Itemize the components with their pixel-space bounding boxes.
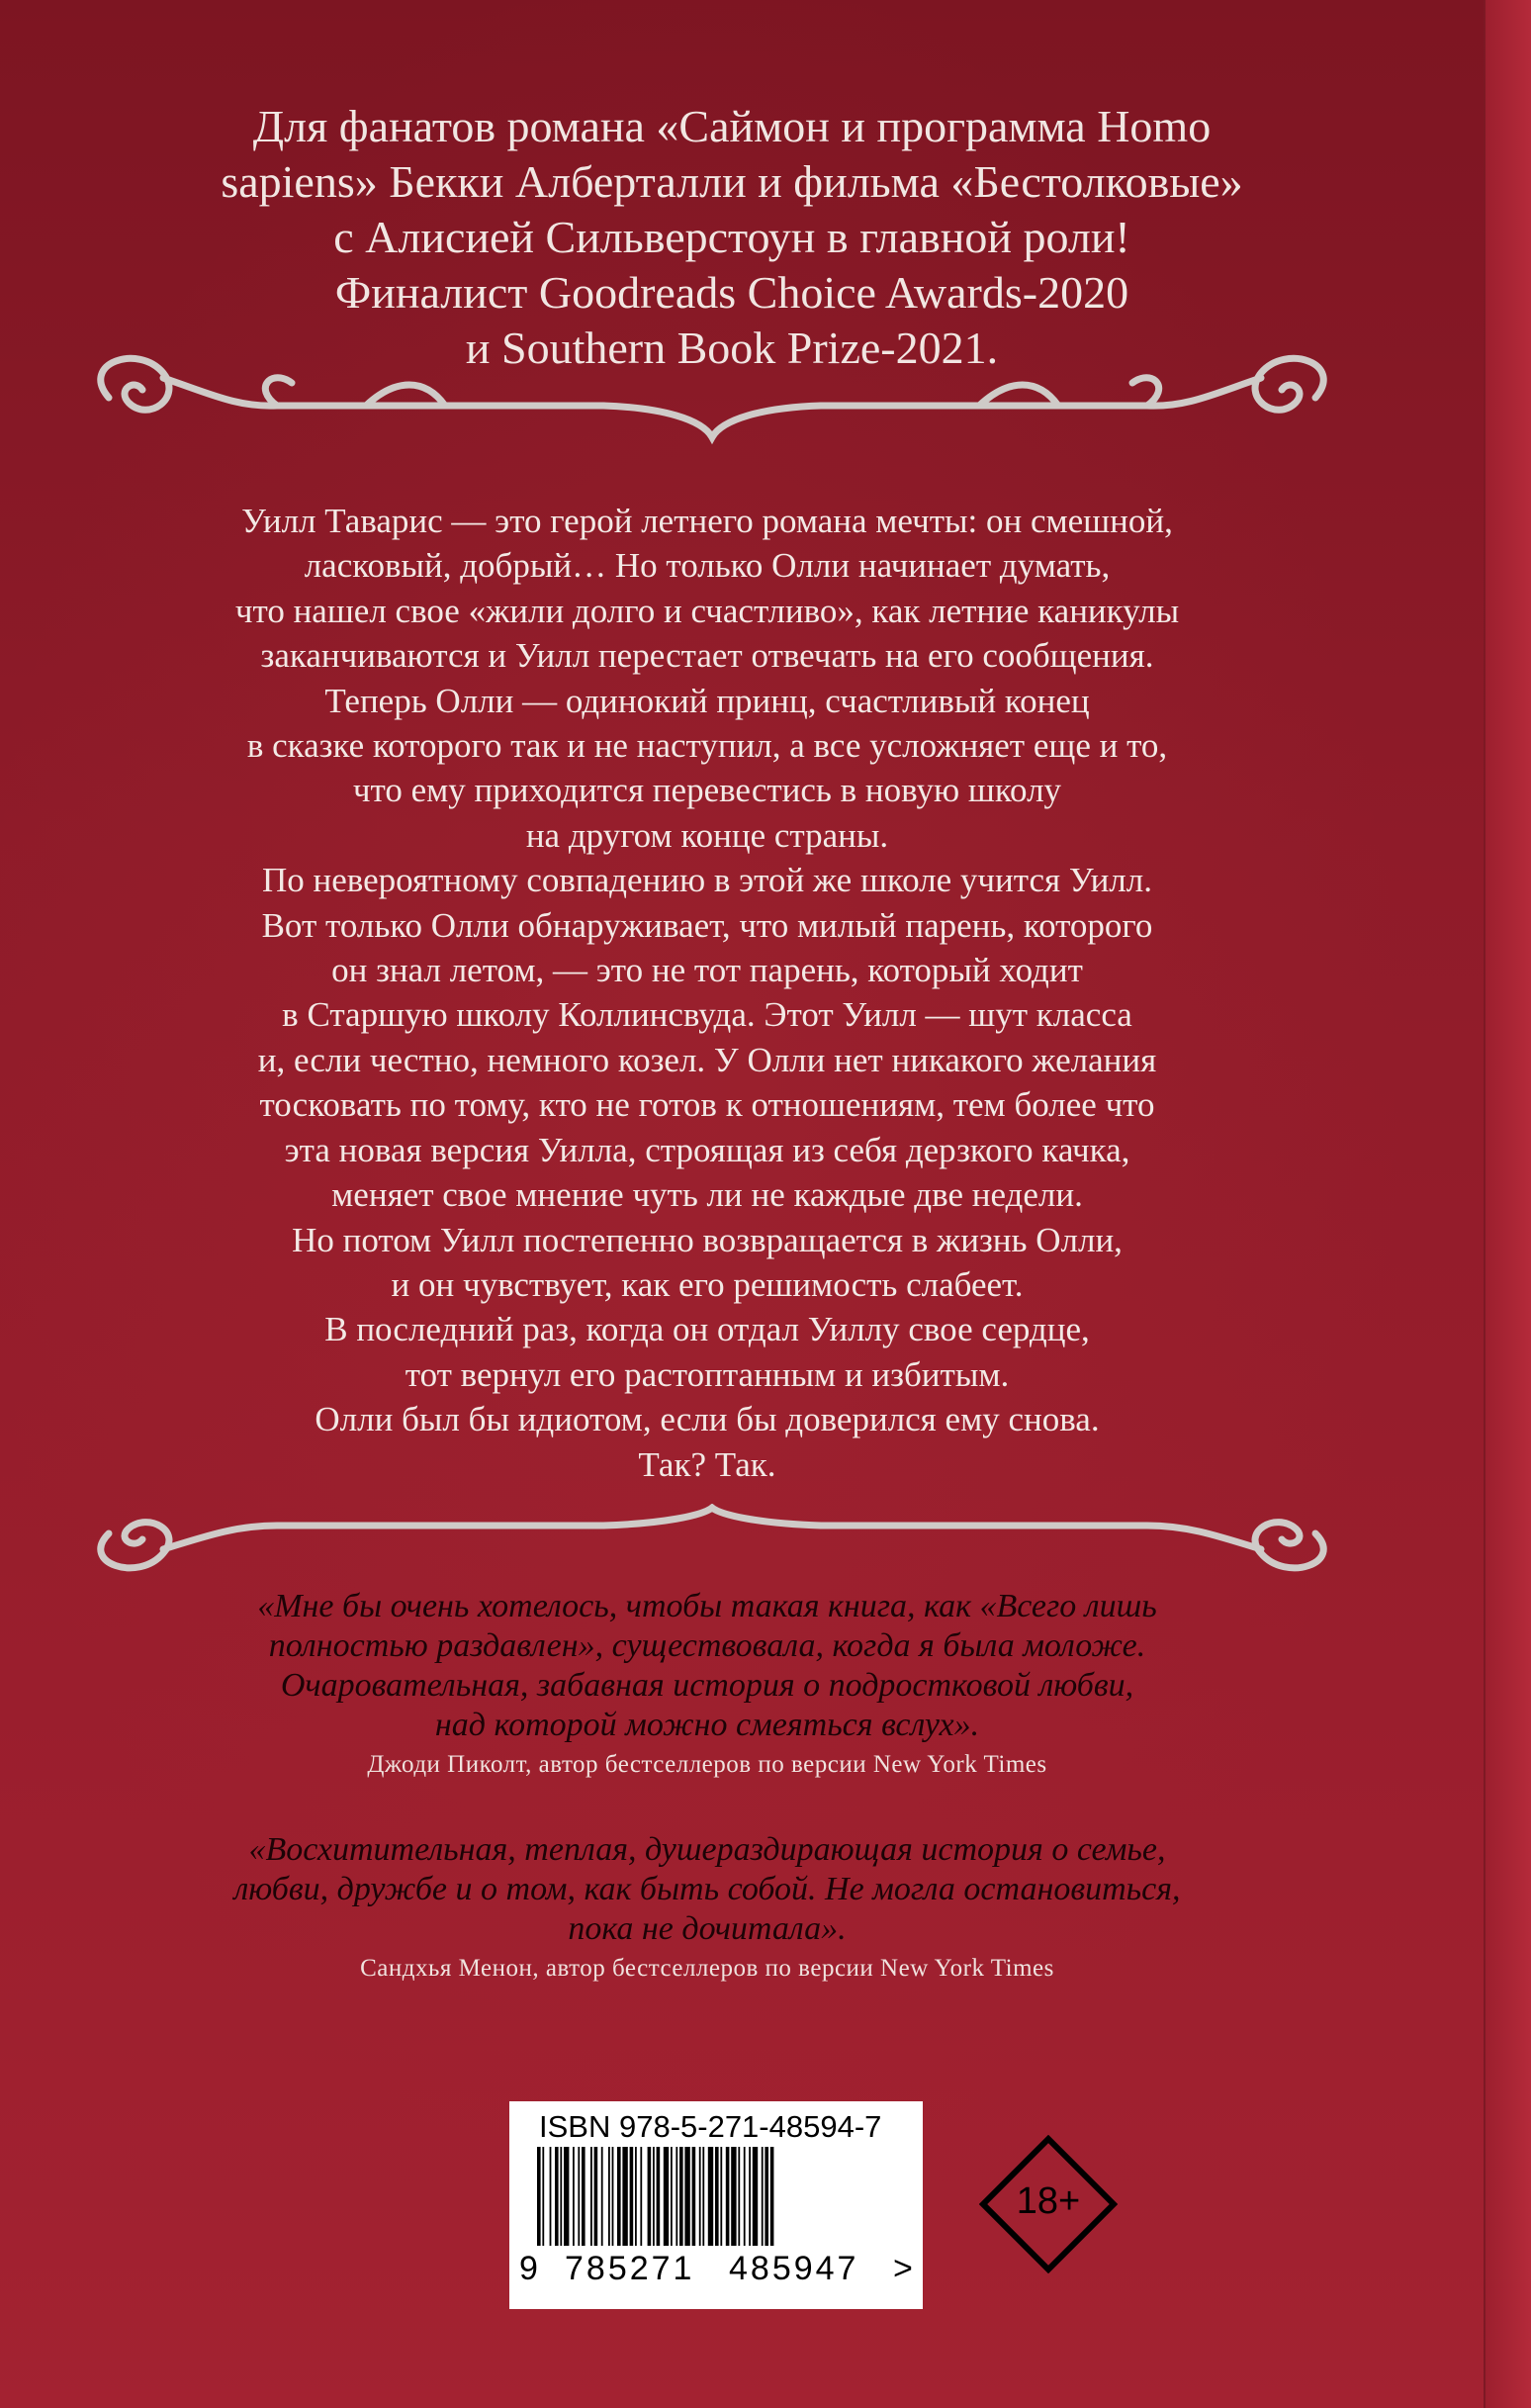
barcode-bar [573,2147,575,2246]
description-line: Но потом Уилл постепенно возвращается в жизнь Олли, [292,1220,1123,1259]
flourish-divider-top [69,338,1355,457]
barcode-bar [765,2147,768,2246]
barcode-bar [537,2147,541,2246]
barcode-bar [738,2147,740,2246]
blurb-line: с Алисией Сильверстоун в главной роли! [333,212,1130,262]
description-line: Уилл Таварис — это герой летнего романа мечты: он смешной, [241,502,1173,540]
barcode-bar [731,2147,736,2246]
description-line: и, если честно, немного козел. У Олли нет никакого желания [257,1040,1157,1079]
barcode-bar [630,2147,634,2246]
review-quote [0,1830,1414,1989]
quote-line: полностью раздавлен», существовала, когда я была моложе. [268,1627,1146,1664]
quote-line: над которой можно смеяться вслух». [434,1707,980,1743]
description-line: тосковать по тому, кто не готов к отношениям, тем более что [259,1085,1155,1125]
barcode-bar [648,2147,652,2246]
barcode-bar [564,2147,569,2246]
description-line: что нашел свое «жили долго и счастливо», как летние каникулы [234,591,1180,630]
description-line: он знал летом, — это не тот парень, который ходит [331,951,1083,990]
isbn-label: ISBN 978-5-271-48594-7 [539,2109,882,2144]
quote-line: «Мне бы очень хотелось, чтобы такая книга, как «Всего лишь [257,1588,1157,1624]
blurb-line: Для фанатов романа «Саймон и программа Homo [252,101,1212,151]
description-line: Вот только Олли обнаруживает, что милый парень, которого [261,905,1153,945]
barcode-bar [622,2147,627,2246]
barcode-bar [720,2147,722,2246]
header-blurb [0,99,1464,376]
isbn-barcode [509,2101,923,2309]
book-description [0,499,1414,1487]
barcode-bar [692,2147,696,2246]
barcode-bar [657,2147,661,2246]
description-line: Так? Так. [638,1444,776,1484]
barcode-bar [640,2147,642,2246]
description-line: тот вернул его растоптанным и избитым. [405,1354,1010,1394]
description-line: в сказке которого так и не наступил, а все усложняет еще и то, [246,726,1168,766]
quote-attribution: Джоди Пиколт, автор бестселлеров по версии New York Times [367,1751,1047,1778]
blurb-line: и Southern Book Prize-2021. [465,323,999,373]
description-line: заканчиваются и Уилл перестает отвечать на его сообщения. [260,636,1154,676]
description-line: и он чувствует, как его решимость слабеет. [391,1264,1024,1304]
barcode-bar [770,2147,774,2246]
spine-edge [1484,0,1531,2408]
quote-line: любви, дружбе и о том, как быть собой. Не могла остановиться, [233,1871,1181,1907]
barcode-bars [537,2147,895,2258]
description-line: что ему приходится перевестись в новую школу [352,771,1062,810]
barcode-bar [653,2147,655,2246]
review-quote [0,1587,1414,1785]
description-line: ласковый, добрый… Но только Олли начинает думать, [304,546,1111,586]
barcode-bar [702,2147,704,2246]
quote-line: Очаровательная, забавная история о подростковой любви, [280,1667,1134,1704]
description-line: Олли был бы идиотом, если бы доверился ему снова. [315,1400,1100,1439]
barcode-bar [612,2147,614,2246]
barcode-bar [664,2147,669,2246]
blurb-line: Финалист Goodreads Choice Awards-2020 [334,267,1129,318]
barcode-bar [684,2147,689,2246]
description-line: на другом конце страны. [525,815,889,855]
description-line: Теперь Олли — одинокий принц, счастливый конец [324,681,1090,720]
barcode-bar [594,2147,598,2246]
flourish-divider-bottom [69,1504,1355,1589]
blurb-line: sapiens» Бекки Алберталли и фильма «Бестолковые» [221,156,1243,207]
description-line: По невероятному совпадению в этой же школе учится Уилл. [261,861,1152,900]
description-line: меняет свое мнение чуть ли не каждые две недели. [331,1175,1083,1215]
barcode-bar [578,2147,580,2246]
barcode-bar [601,2147,603,2246]
barcode-bar [679,2147,683,2246]
barcode-bar [590,2147,592,2246]
barcode-bar [617,2147,621,2246]
barcode-bar [749,2147,751,2246]
age-rating-badge [979,2135,1118,2273]
description-line: в Старшую школу Коллинсвуда. Этот Уилл — шут класса [282,995,1132,1035]
barcode-digit-first: 9 [519,2250,538,2287]
barcode-bar [762,2147,764,2246]
description-line: В последний раз, когда он отдал Уиллу свое сердце, [324,1310,1090,1349]
barcode-bar [608,2147,610,2246]
barcode-bar [715,2147,719,2246]
quote-line: пока не дочитала». [568,1910,847,1947]
barcode-bar [753,2147,758,2246]
barcode-bar [582,2147,585,2246]
barcode-bar [542,2147,544,2246]
quote-line: «Восхитительная, теплая, душераздирающая история о семье, [248,1831,1166,1868]
barcode-bar [555,2147,559,2246]
barcode-bar [675,2147,677,2246]
barcode-bar [699,2147,701,2246]
barcode-bar [635,2147,637,2246]
barcode-arrow: > [893,2250,913,2287]
age-rating-label: 18+ [1016,2180,1081,2222]
barcode-bar [550,2147,552,2246]
barcode-bar [708,2147,713,2246]
barcode-digits-right: 485947 [729,2250,859,2287]
barcode-bar [726,2147,730,2246]
barcode-bar [560,2147,562,2246]
barcode-bar [744,2147,746,2246]
barcode-digits-left: 785271 [565,2250,695,2287]
description-line: эта новая версия Уилла, строящая из себя дерзкого качка, [284,1130,1130,1169]
barcode-bar [671,2147,673,2246]
quote-attribution: Сандхья Менон, автор бестселлеров по версии New York Times [360,1955,1054,1982]
